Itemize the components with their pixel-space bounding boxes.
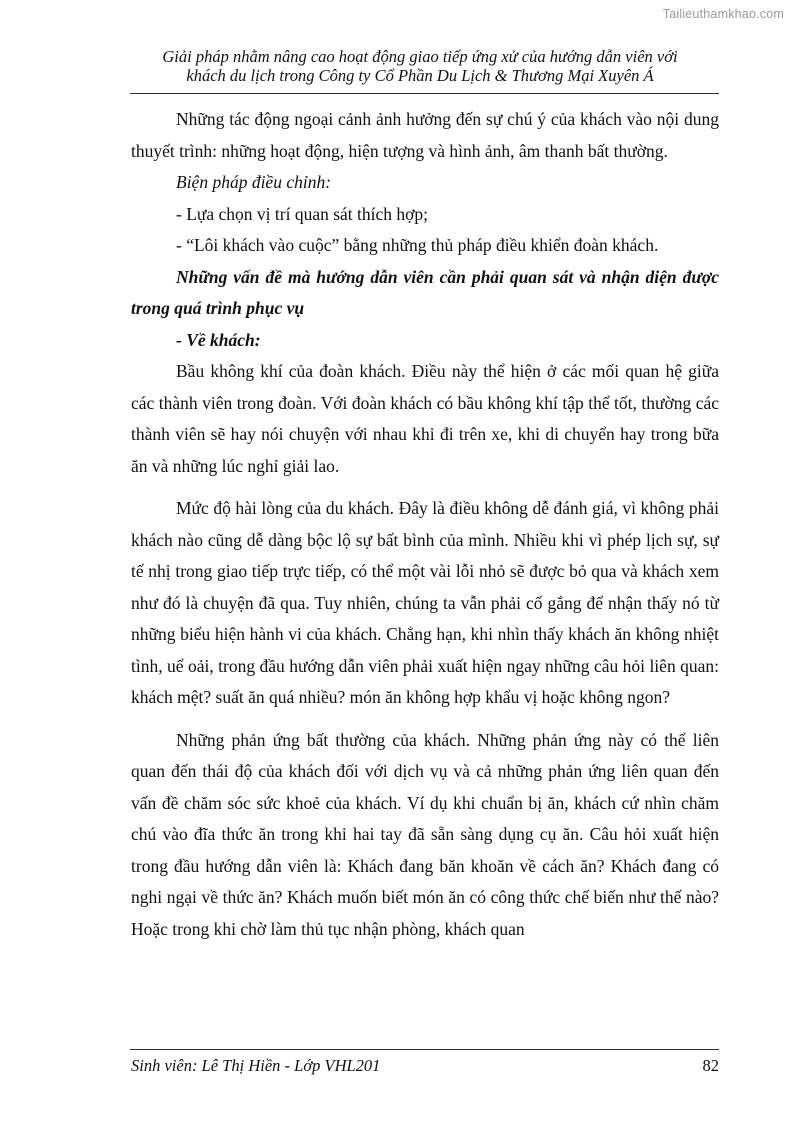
paragraph-external-factors: Những tác động ngoại cảnh ảnh hưởng đến sự chú ý của khách vào nội dung thuyết trình: những hoạt động, hiện tượng và hình ảnh, âm thanh bất thường. xyxy=(131,109,719,161)
page-number: 82 xyxy=(702,1056,719,1075)
header-divider xyxy=(130,93,719,94)
document-body xyxy=(131,104,719,945)
paragraph-unusual-reactions: Những phản ứng bất thường của khách. Những phản ứng này có thể liên quan đến thái độ của khách đối với dịch vụ và cả những phản ứng liên quan đến vấn đề chăm sóc sức khoẻ của khách. Ví dụ khi chuẩn bị ăn, khách cứ nhìn chăm chú vào đĩa thức ăn trong khi hai tay đã sẵn sàng dụng cụ ăn. Câu hỏi xuất hiện trong đầu hướng dẫn viên là: Khách đang băn khoăn về cách ăn? Khách đang có nghi ngại về thức ăn? Khách muốn biết món ăn có công thức chế biến như thế nào? Hoặc trong khi chờ làm thủ tục nhận phòng, khách quan xyxy=(131,729,719,939)
footer-student-info: Sinh viên: Lê Thị Hiền - Lớp VHL201 xyxy=(131,1056,381,1075)
header-line-2: khách du lịch trong Công ty Cổ Phần Du Lịch & Thương Mại Xuyên Á xyxy=(186,66,654,85)
section-heading-observation-issues: Những vấn đề mà hướng dẫn viên cần phải quan sát và nhận diện được trong quá trình phục vụ xyxy=(131,266,719,318)
footer-divider xyxy=(130,1049,719,1050)
header-line-1: Giải pháp nhằm nâng cao hoạt động giao tiếp ứng xử của hướng dẫn viên với xyxy=(162,47,678,66)
paragraph-adjustment-heading: Biện pháp điều chỉnh: xyxy=(176,172,332,192)
list-item-engage-guests: - “Lôi khách vào cuộc” bằng những thủ pháp điều khiển đoàn khách. xyxy=(176,235,659,255)
paragraph-satisfaction-level: Mức độ hài lòng của du khách. Đây là điều không dễ đánh giá, vì không phải khách nào cũng dễ dàng bộc lộ sự bất bình của mình. Nhiều khi vì phép lịch sự, sự tế nhị trong giao tiếp trực tiếp, có thể một vài lỗi nhỏ sẽ được bỏ qua và khách xem như đó là chuyện đã qua. Tuy nhiên, chúng ta vẫn phải cố gắng để nhận thấy nó từ những biểu hiện hành vi của khách. Chẳng hạn, khi nhìn thấy khách ăn không nhiệt tình, uể oải, trong đầu hướng dẫn viên phải xuất hiện ngay những câu hỏi liên quan: khách mệt? suất ăn quá nhiều? món ăn không hợp khẩu vị hoặc không ngon? xyxy=(131,498,719,707)
list-item-observation-position: - Lựa chọn vị trí quan sát thích hợp; xyxy=(176,203,429,224)
subsection-heading-guests: - Về khách: xyxy=(176,329,261,350)
paragraph-group-atmosphere: Bầu không khí của đoàn khách. Điều này thể hiện ở các mối quan hệ giữa các thành viên trong đoàn. Với đoàn khách có bầu không khí tập thể tốt, thường các thành viên sẽ hay nói chuyện với nhau khi đi trên xe, khi di chuyển hay trong bữa ăn và những lúc nghỉ giải lao. xyxy=(131,361,719,476)
watermark-text: Tailieuthamkhao.com xyxy=(662,7,784,21)
page-header xyxy=(120,47,720,85)
